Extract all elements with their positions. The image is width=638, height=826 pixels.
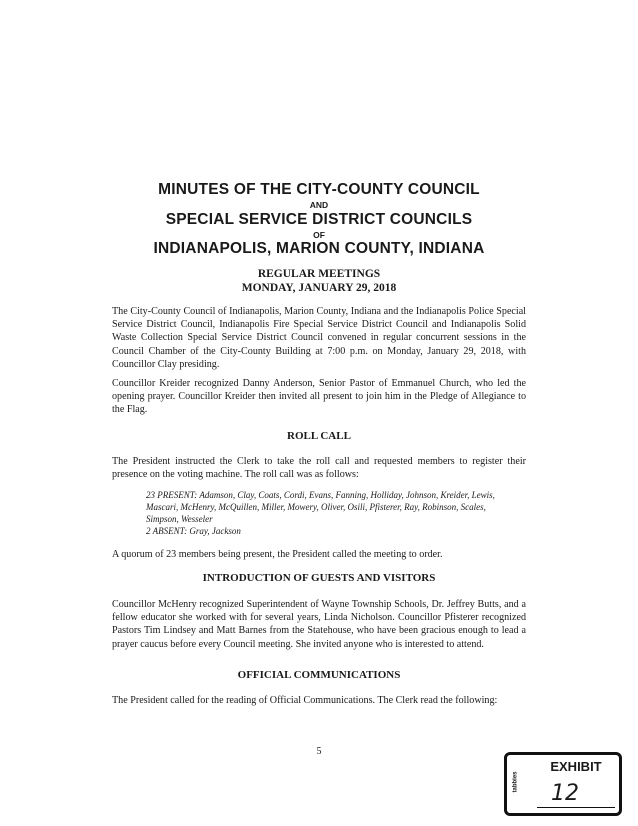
roll-present-names: Adamson, Clay, Coats, Cordi, Evans, Fanning, Holliday, Johnson, Kreider, Lewis, Mascari, McHenry, McQuillen, Miller, Mowery, Oliver, Osili, Pfisterer, Ray, Robinson, Scales, Simpson, Wesseler <box>146 490 495 524</box>
roll-call-heading: ROLL CALL <box>287 430 351 442</box>
guests-paragraph: Councillor McHenry recognized Superintendent of Wayne Township Schools, Dr. Jeffrey Butts, and a fellow educator she worked with for several years, Linda Nicholson. Councillor Pfisterer recognized Pastors Tim Lindsey and Matt Barnes from the Statehouse, who have been gracious enough to lead a prayer caucus before every Council meeting. She invited anyone who is interested to attend. <box>112 599 526 650</box>
meeting-date: MONDAY, JANUARY 29, 2018 <box>241 282 397 294</box>
communications-heading: OFFICIAL COMMUNICATIONS <box>237 669 401 681</box>
prayer-paragraph: Councillor Kreider recognized Danny Anderson, Senior Pastor of Emmanuel Church, who led the opening prayer. Councillor Kreider then invited all present to join him in the Pledge of Allegiance to the Flag. <box>112 378 526 416</box>
exhibit-number: 12 <box>551 781 579 806</box>
guests-heading: INTRODUCTION OF GUESTS AND VISITORS <box>202 572 436 584</box>
exhibit-logo <box>511 769 525 803</box>
meeting-type: REGULAR MEETINGS <box>257 268 381 280</box>
page-number: 5 <box>316 746 322 757</box>
exhibit-number-line <box>537 807 615 808</box>
roll-absent <box>146 525 516 537</box>
communications-paragraph: The President called for the reading of Official Communications. The Clerk read the following: <box>112 695 498 706</box>
roll-present-label: 23 PRESENT: <box>146 490 198 500</box>
title-line-3: INDIANAPOLIS, MARION COUNTY, INDIANA <box>153 240 485 257</box>
exhibit-label: EXHIBIT <box>550 759 602 774</box>
intro-paragraph: The City-County Council of Indianapolis, Marion County, Indiana and the Indianapolis Police Special Service District Council, Indianapolis Fire Special Service District Council and Indianapolis Solid Waste Collection Special Service District Council convened in regular concurrent sessions in the Council Chamber of the City-County Building at 7:00 p.m. on Monday, January 29, 2018, with Councillor Clay presiding. <box>112 306 526 370</box>
title-line-2: SPECIAL SERVICE DISTRICT COUNCILS <box>165 211 473 228</box>
title-and: AND <box>309 200 329 210</box>
quorum-paragraph: A quorum of 23 members being present, the President called the meeting to order. <box>112 549 443 560</box>
title-of: OF <box>313 230 325 240</box>
roll-absent-label: 2 ABSENT: <box>146 526 188 536</box>
exhibit-sticker <box>504 752 622 816</box>
roll-present <box>146 489 516 525</box>
exhibit-logo-text: tabbies <box>512 771 519 793</box>
title-line-1: MINUTES OF THE CITY-COUNTY COUNCIL <box>158 181 480 198</box>
roll-absent-names: Gray, Jackson <box>189 526 241 536</box>
roll-instruction-paragraph: The President instructed the Clerk to take the roll call and requested members to register their presence on the voting machine. The roll call was as follows: <box>112 456 526 481</box>
